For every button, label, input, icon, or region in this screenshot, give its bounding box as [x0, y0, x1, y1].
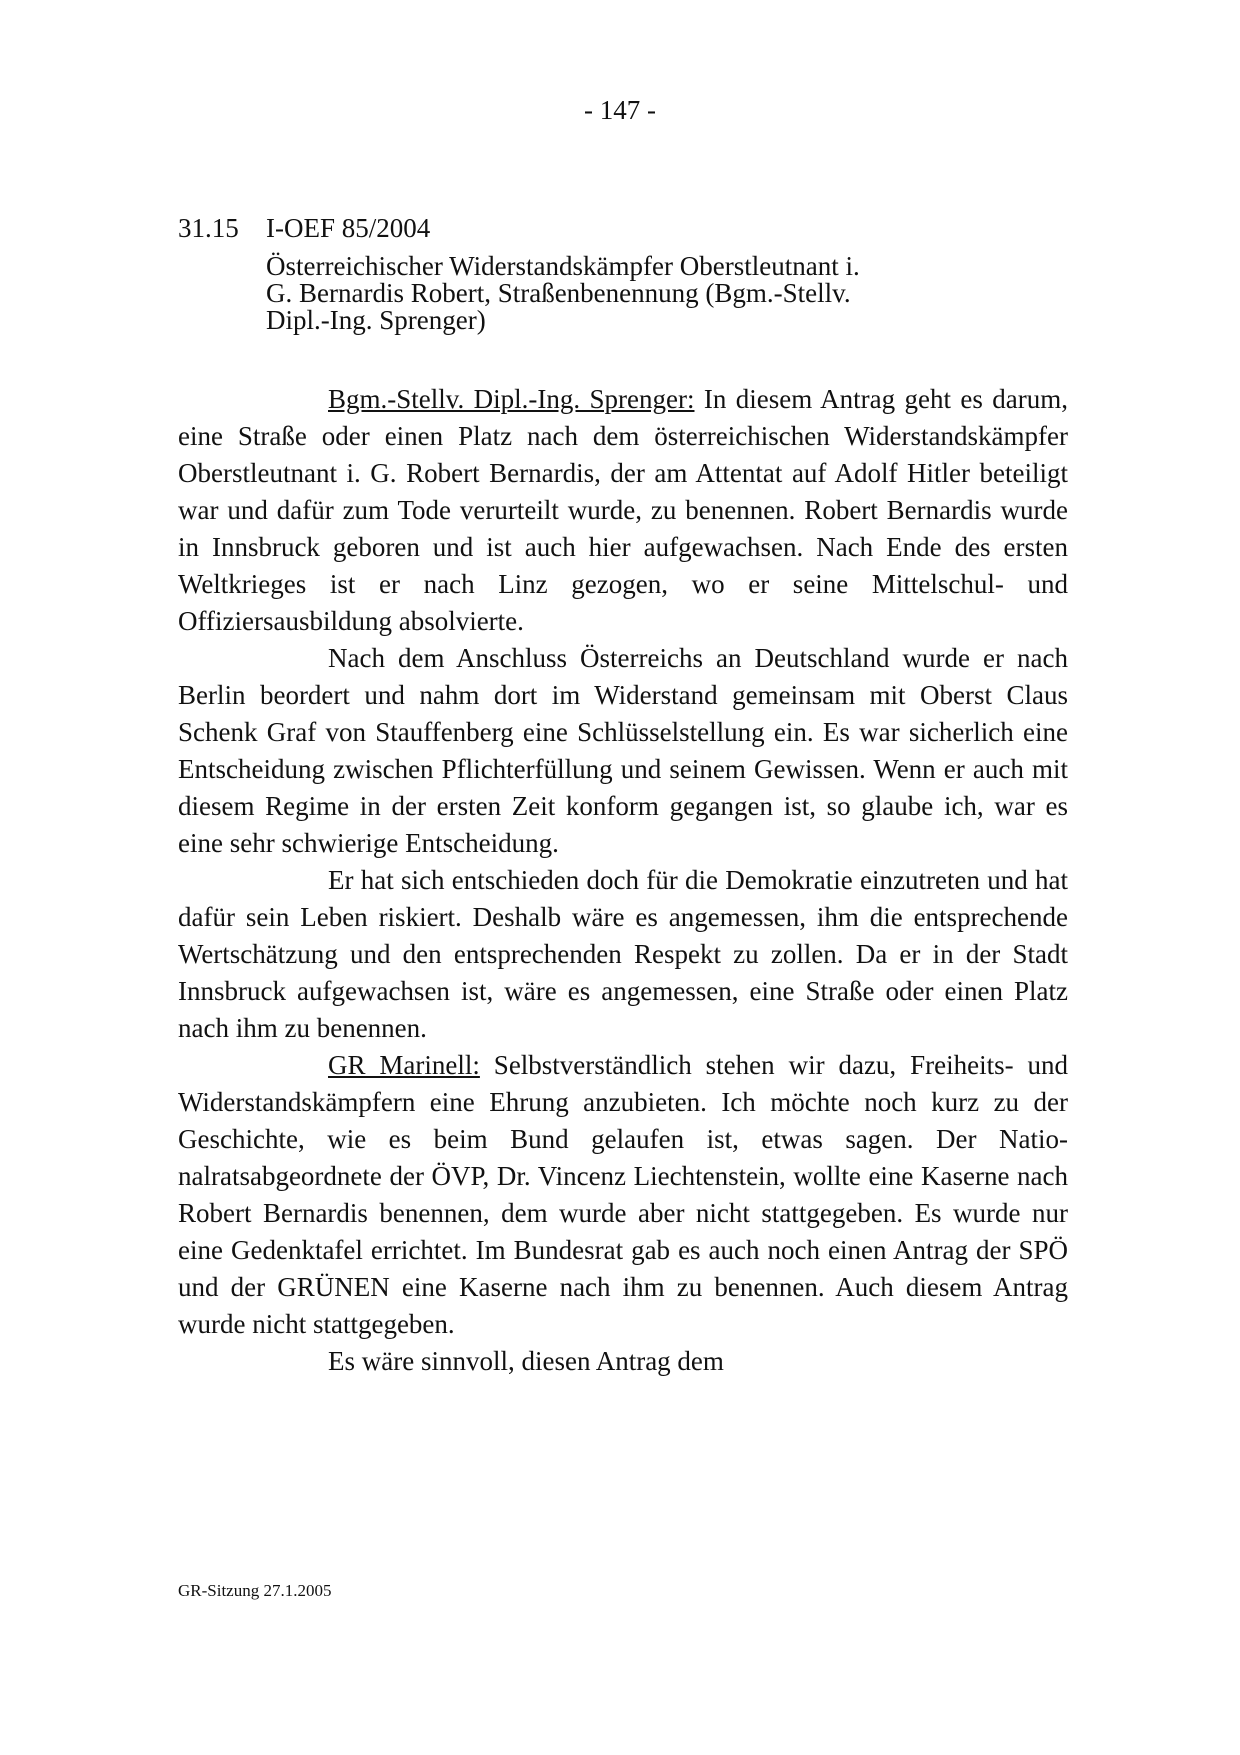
page-number: - 147 -	[584, 95, 656, 125]
paragraph-text: Er hat sich entschieden doch für die Demokratie einzutreten und hat dafür sein Leben riskiert. Deshalb wäre es angemessen, ihm die entsprechende Wertschätzung und den entsprechenden Respekt zu zollen. Da er in der Stadt Innsbruck aufgewachsen ist, wäre es angemessen, eine Straße oder einen Platz nach ihm zu benennen.	[178, 865, 1068, 1043]
paragraph-text: Nach dem Anschluss Österreichs an Deutschland wurde er nach Berlin beordert und nahm dort im Widerstand gemeinsam mit Oberst Claus Schenk Graf von Stauffenberg eine Schlüsselstellung ein. Es war sicherlich eine Entscheidung zwischen Pflichterfüllung und seinem Gewissen. Wenn er auch mit diesem Regime in der ersten Zeit konform gegangen ist, so glaube ich, war es eine sehr schwierige Entscheidung.	[178, 643, 1068, 858]
speaker-name: Bgm.-Stellv. Dipl.-Ing. Sprenger:	[328, 384, 695, 414]
transcript-paragraph	[178, 1047, 1068, 1343]
agenda-item-title-line: Dipl.-Ing. Sprenger)	[266, 305, 486, 335]
transcript-paragraph	[178, 381, 1068, 640]
paragraph-text: Selbstverständlich stehen wir dazu, Freiheits- und Widerstandskämpfern eine Ehrung anzubieten. Ich möchte noch kurz zu der Geschichte, wie es beim Bund gelaufen ist, etwas sagen. Der Nationalratsabgeordnete der ÖVP, Dr. Vincenz Liechtenstein, wollte eine Kaserne nach Robert Bernardis benennen, dem wurde aber nicht stattgegeben. Es wurde nur eine Gedenktafel errichtet. Im Bundesrat gab es auch noch einen Antrag der SPÖ und der GRÜNEN eine Kaserne nach ihm zu benennen. Auch diesem Antrag wurde nicht stattgegeben.	[178, 1050, 1068, 1339]
paragraph-text: Es wäre sinnvoll, diesen Antrag dem	[328, 1346, 724, 1376]
agenda-item-title-line: G. Bernardis Robert, Straßenbenennung (Bgm.-Stellv.	[266, 278, 851, 308]
speaker-name: GR Marinell:	[328, 1050, 480, 1080]
agenda-item-heading	[178, 210, 430, 246]
footer-session-date: GR-Sitzung 27.1.2005	[178, 1581, 332, 1600]
agenda-item-reference: I-OEF 85/2004	[266, 213, 431, 243]
transcript-paragraph	[178, 640, 1068, 862]
transcript-paragraph	[178, 1343, 1068, 1380]
agenda-item-title	[266, 253, 946, 334]
transcript-body	[178, 381, 1068, 1380]
transcript-paragraph	[178, 862, 1068, 1047]
agenda-item-number: 31.15	[178, 213, 239, 243]
agenda-item-title-line: Österreichischer Widerstandskämpfer Oberstleutnant i.	[266, 251, 860, 281]
paragraph-text: In diesem Antrag geht es darum, eine Straße oder einen Platz nach dem österreichischen Widerstandskämpfer Oberstleutnant i. G. Robert Bernardis, der am Attentat auf Adolf Hitler beteiligt war und dafür zum Tode verurteilt wurde, zu benennen. Robert Bernardis wurde in Innsbruck geboren und ist auch hier aufgewachsen. Nach Ende des ersten Weltkrieges ist er nach Linz gezogen, wo er seine Mittelschul- und Offiziersausbildung absolvierte.	[178, 384, 1068, 636]
